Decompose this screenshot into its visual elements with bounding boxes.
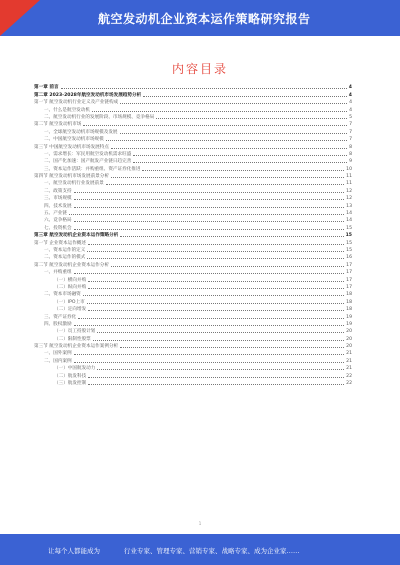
toc-entry-page: 4	[349, 107, 352, 113]
toc-entry-page: 4	[348, 85, 352, 91]
toc-entry-page: 12	[346, 196, 352, 202]
toc-entry-page: 19	[346, 314, 352, 320]
toc-entry-label: 第三节 中国航空发动机市场发展特点	[34, 144, 109, 150]
toc-entry[interactable]	[34, 247, 352, 254]
toc-entry-page: 17	[346, 270, 352, 276]
toc-entry-label: （一）员工持股计划	[54, 329, 96, 335]
toc-entry-page: 4	[348, 92, 352, 98]
toc-entry[interactable]	[34, 224, 352, 231]
toc-entry-page: 10	[346, 166, 352, 172]
toc-entry[interactable]	[34, 106, 352, 113]
toc-leader-dots	[133, 162, 347, 163]
toc-entry[interactable]	[34, 121, 352, 128]
toc-leader-dots	[142, 170, 344, 171]
toc-leader-dots	[87, 258, 344, 259]
toc-entry-page: 16	[346, 255, 352, 261]
toc-leader-dots	[133, 155, 347, 156]
toc-entry[interactable]	[34, 284, 352, 291]
toc-entry-label: 二、中国航空发动机市场规模	[44, 137, 104, 143]
toc-entry-label: （一）中国航发动力	[54, 366, 96, 372]
toc-entry-page: 11	[346, 174, 352, 180]
page-number: 1	[198, 521, 202, 526]
toc-leader-dots	[106, 140, 347, 141]
toc-entry-label: 二、国产化加速：国产航发产业链日趋完善	[44, 159, 132, 165]
toc-heading: 内容目录	[171, 62, 228, 76]
toc-entry-label: （二）限制性股票	[54, 336, 91, 342]
toc-leader-dots	[111, 266, 344, 267]
toc-entry-page: 9	[349, 159, 352, 165]
toc-leader-dots	[83, 125, 347, 126]
toc-entry-label: （一）横向并购	[54, 277, 87, 283]
toc-entry[interactable]	[34, 151, 352, 158]
toc-entry-label: 一、什么是航空发动机	[44, 107, 90, 113]
toc-entry[interactable]	[34, 143, 352, 150]
toc-leader-dots	[88, 377, 344, 378]
toc-entry-page: 17	[346, 284, 352, 290]
toc-entry[interactable]	[34, 269, 352, 276]
toc-entry-page: 21	[346, 351, 352, 357]
toc-entry[interactable]	[34, 136, 352, 143]
toc-entry-label: （三）航发控制	[54, 381, 87, 387]
toc-entry[interactable]	[34, 350, 352, 357]
toc-entry-page: 18	[346, 299, 352, 305]
toc-leader-dots	[97, 369, 344, 370]
toc-leader-dots	[74, 192, 345, 193]
toc-entry[interactable]	[34, 343, 352, 350]
toc-entry-label: 五、产业链	[44, 211, 67, 217]
toc-entry[interactable]	[34, 165, 352, 172]
toc-entry[interactable]	[34, 239, 352, 246]
toc-entry-page: 22	[346, 381, 352, 387]
toc-entry-label: 二、航空发动机行业的发展阶段、市场规模、竞争格局	[44, 114, 155, 120]
toc-leader-dots	[120, 236, 343, 237]
toc-leader-dots	[69, 214, 344, 215]
toc-entry-page: 8	[349, 151, 352, 157]
toc-leader-dots	[156, 118, 347, 119]
toc-entry-page: 12	[346, 188, 352, 194]
toc-entry-label: 一、需求增长：军民用航空发动机需求旺盛	[44, 151, 132, 157]
toc-entry-label: 六、竞争格局	[44, 218, 72, 224]
toc-leader-dots	[87, 303, 344, 304]
toc-entry-page: 13	[346, 203, 352, 209]
toc-entry-label: 二、政策支持	[44, 188, 72, 194]
toc-leader-dots	[61, 88, 347, 89]
toc-entry-label: 一、航空发动机行业发展前景	[44, 181, 104, 187]
toc-entry[interactable]	[34, 261, 352, 268]
toc-entry-page: 15	[346, 247, 352, 253]
toc-entry[interactable]	[34, 217, 352, 224]
toc-leader-dots	[74, 362, 345, 363]
toc-entry-label: （一）IPO上市	[54, 299, 85, 305]
toc-entry-label: 四、技术发展	[44, 203, 72, 209]
header-banner	[0, 0, 400, 36]
table-of-contents	[34, 84, 352, 387]
toc-entry[interactable]	[34, 210, 352, 217]
toc-entry[interactable]	[34, 195, 352, 202]
toc-entry-label: 二、资本市场融资	[44, 292, 81, 298]
toc-entry[interactable]	[34, 114, 352, 121]
toc-entry-label: 三、资产证券化	[44, 314, 77, 320]
toc-entry-page: 14	[346, 211, 352, 217]
toc-entry[interactable]	[34, 99, 352, 106]
toc-entry[interactable]	[34, 298, 352, 305]
toc-leader-dots	[120, 133, 348, 134]
toc-entry-label: 七、投资机会	[44, 225, 72, 231]
toc-entry-page: 20	[346, 329, 352, 335]
header-red-corner	[0, 0, 40, 36]
toc-entry-page: 18	[346, 292, 352, 298]
toc-leader-dots	[74, 221, 345, 222]
toc-leader-dots	[88, 281, 344, 282]
document-title: 航空发动机企业资本运作策略研究报告	[98, 12, 311, 26]
toc-entry[interactable]	[34, 335, 352, 342]
toc-entry[interactable]	[34, 276, 352, 283]
toc-entry[interactable]	[34, 158, 352, 165]
toc-entry[interactable]	[34, 365, 352, 372]
toc-entry-page: 5	[349, 114, 352, 120]
toc-entry[interactable]	[34, 328, 352, 335]
toc-entry-label: 第三章 航空发动机企业资本运作策略分析	[34, 233, 119, 239]
toc-entry-page: 7	[349, 137, 352, 143]
toc-leader-dots	[111, 177, 344, 178]
toc-entry[interactable]	[34, 254, 352, 261]
toc-entry-page: 7	[349, 122, 352, 128]
toc-leader-dots	[93, 340, 344, 341]
toc-entry-label: 一、全球航空发动机市场规模及发展	[44, 129, 118, 135]
toc-leader-dots	[120, 347, 344, 348]
toc-entry-page: 21	[346, 358, 352, 364]
toc-leader-dots	[111, 148, 347, 149]
toc-entry[interactable]	[34, 357, 352, 364]
toc-entry[interactable]	[34, 180, 352, 187]
toc-entry-label: 一、国外案例	[44, 351, 72, 357]
toc-entry-page: 7	[349, 129, 352, 135]
toc-entry-page: 17	[346, 262, 352, 268]
toc-leader-dots	[88, 288, 344, 289]
toc-entry-label: 三、市场规模	[44, 196, 72, 202]
toc-leader-dots	[83, 295, 344, 296]
toc-leader-dots	[88, 310, 344, 311]
toc-entry-page: 15	[346, 225, 352, 231]
toc-entry-label: 二、资本运作的模式	[44, 255, 86, 261]
toc-entry-label: 第四节 航空发动机市场发展前景分析	[34, 174, 109, 180]
toc-entry[interactable]	[34, 291, 352, 298]
toc-entry[interactable]	[34, 128, 352, 135]
toc-entry-label: 第三节 航空发动机企业资本运作案例分析	[34, 344, 119, 350]
toc-entry-label: 第二章 2023-2028年航空发动机市场发展趋势分析	[34, 92, 142, 98]
toc-entry[interactable]	[34, 232, 352, 239]
toc-leader-dots	[92, 111, 347, 112]
toc-entry-label: 第一节 航空发动机行业定义及产业链构成	[34, 100, 119, 106]
toc-entry-label: （二）定向增发	[54, 307, 87, 313]
toc-leader-dots	[106, 184, 344, 185]
toc-entry-page: 15	[346, 240, 352, 246]
toc-entry[interactable]	[34, 187, 352, 194]
footer-banner	[0, 534, 400, 565]
toc-entry[interactable]	[34, 91, 352, 98]
toc-entry-page: 11	[346, 181, 352, 187]
toc-entry-label: 第二节 航空发动机企业资本运作分析	[34, 262, 109, 268]
toc-entry-label: 第一章 前言	[34, 85, 59, 91]
toc-entry-page: 19	[346, 321, 352, 327]
toc-leader-dots	[97, 332, 344, 333]
toc-entry[interactable]	[34, 173, 352, 180]
toc-entry-label: 四、股权激励	[44, 321, 72, 327]
toc-entry-label: 一、资本运作的定义	[44, 247, 86, 253]
toc-entry-label: 第二节 航空发动机市场	[34, 122, 82, 128]
toc-entry[interactable]	[34, 202, 352, 209]
footer-lead-text: 让每个人都能成为	[48, 547, 100, 555]
toc-entry-label: 三、资本运作活跃：并购重组、资产证券化推进	[44, 166, 141, 172]
toc-leader-dots	[88, 384, 344, 385]
toc-leader-dots	[120, 103, 347, 104]
toc-leader-dots	[74, 325, 345, 326]
toc-entry[interactable]	[34, 313, 352, 320]
toc-leader-dots	[143, 96, 347, 97]
toc-entry-label: 第一节 企业资本运作概述	[34, 240, 86, 246]
toc-entry-page: 17	[346, 277, 352, 283]
toc-leader-dots	[88, 244, 344, 245]
toc-entry-page: 18	[346, 307, 352, 313]
toc-leader-dots	[87, 251, 344, 252]
toc-leader-dots	[74, 273, 345, 274]
toc-leader-dots	[74, 354, 345, 355]
toc-entry-label: （二）航发科技	[54, 373, 87, 379]
toc-entry-label: （二）纵向并购	[54, 284, 87, 290]
toc-leader-dots	[74, 207, 345, 208]
toc-entry-page: 20	[346, 336, 352, 342]
toc-entry[interactable]	[34, 372, 352, 379]
toc-entry-page: 22	[346, 373, 352, 379]
toc-entry[interactable]	[34, 321, 352, 328]
toc-entry-page: 20	[346, 344, 352, 350]
toc-leader-dots	[74, 199, 345, 200]
toc-entry[interactable]	[34, 306, 352, 313]
toc-entry[interactable]	[34, 380, 352, 387]
toc-entry-page: 21	[346, 366, 352, 372]
toc-entry-label: 二、国内案例	[44, 358, 72, 364]
toc-entry-page: 15	[345, 233, 352, 239]
toc-entry-page: 14	[346, 218, 352, 224]
toc-leader-dots	[78, 318, 344, 319]
toc-entry[interactable]	[34, 84, 352, 91]
toc-leader-dots	[74, 229, 345, 230]
footer-audience-text: 行业专家、管理专家、营销专家、战略专家、成为企业家……	[124, 547, 300, 555]
toc-entry-label: 一、并购重组	[44, 270, 72, 276]
toc-entry-page: 8	[349, 144, 352, 150]
toc-entry-page: 4	[349, 100, 352, 106]
